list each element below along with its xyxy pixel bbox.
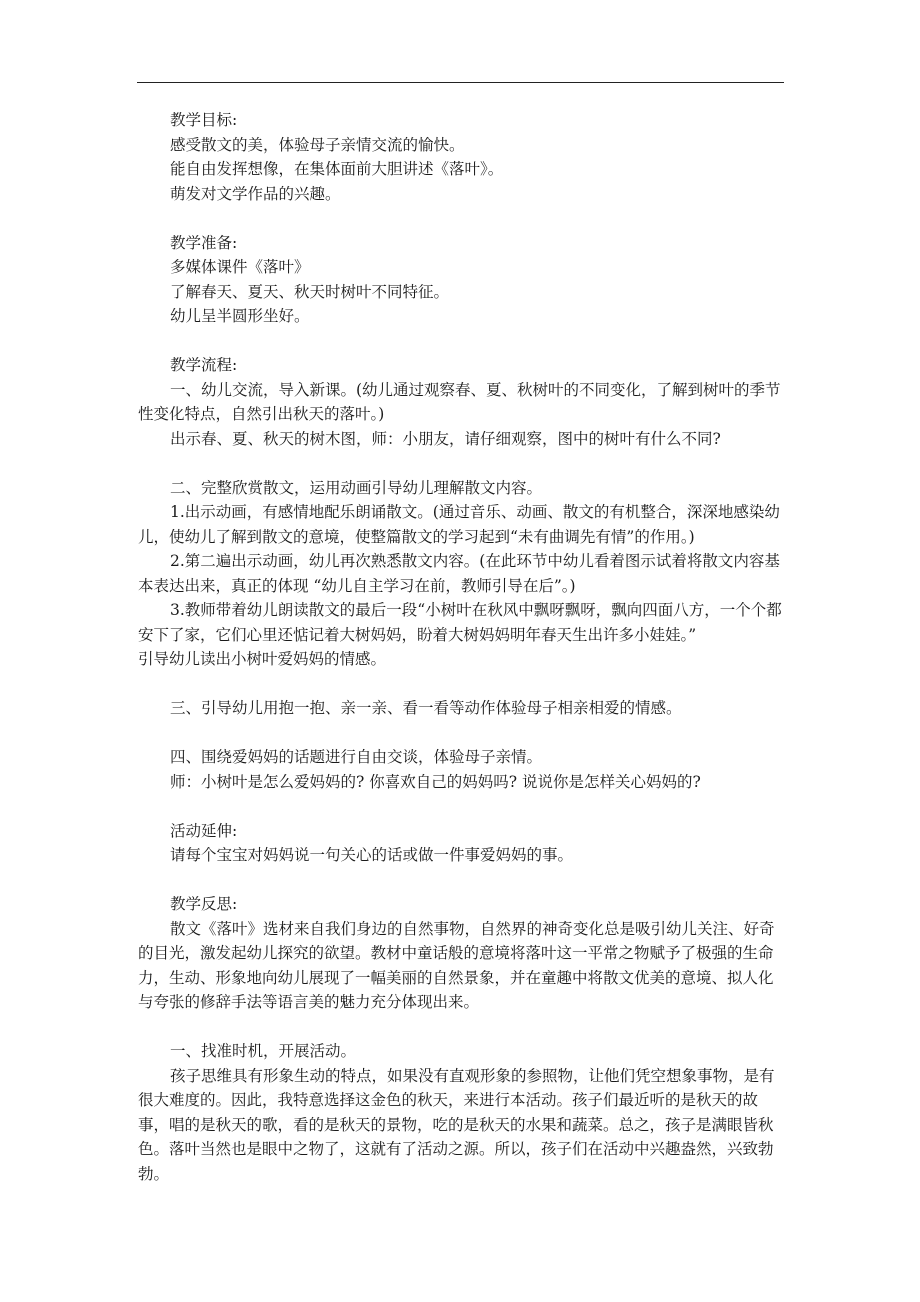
process-step-1-detail: 出示春、夏、秋天的树木图，师：小朋友，请仔细观察，图中的树叶有什么不同?	[170, 429, 721, 448]
reflection-text: 散文《落叶》选材来自我们身边的自然事物，自然界的神奇变化总是吸引幼儿关注、好奇的目光，激发起幼儿探究的欲望。教材中童话般的意境将落叶这一平常之物赋予了极强的生命力，生动、形象地向幼儿展现了一幅美丽的自然景象，并在童趣中将散文优美的意境、拟人化与夸张的修辞手法等语言美的魅力充分体现出来。	[138, 919, 775, 1011]
process-heading: 教学流程:	[170, 356, 238, 374]
document-body	[138, 108, 788, 1186]
extension-heading: 活动延伸:	[170, 821, 238, 840]
goal-item: 萌发对文学作品的兴趣。	[170, 184, 341, 203]
reflection-heading: 教学反思:	[170, 895, 238, 913]
reflection-point-1: 一、找准时机，开展活动。	[170, 1042, 357, 1060]
process-step-3: 三、引导幼儿用抱一抱、亲一亲、看一看等动作体验母子相亲相爱的情感。	[170, 699, 682, 717]
reflection-point-1-text: 孩子思维具有形象生动的特点，如果没有直观形象的参照物，让他们凭空想象事物，是有很大难度的。因此，我特意选择这金色的秋天，来进行本活动。孩子们最近听的是秋天的故事，唱的是秋天的歌，看的是秋天的景物，吃的是秋天的水果和蔬菜。总之，孩子是满眼皆秋色。落叶当然也是眼中之物了，这就有了活动之源。所以，孩子们在活动中兴趣盎然，兴致勃勃。	[138, 1066, 775, 1183]
process-step-2-1: 1.出示动画，有感情地配乐朗诵散文。(通过音乐、动画、散文的有机整合，深深地感染幼儿，使幼儿了解到散文的意境，使整篇散文的学习起到“未有曲调先有情”的作用。)	[138, 503, 780, 546]
prep-item: 幼儿呈半圆形坐好。	[170, 307, 310, 325]
spacer	[138, 721, 788, 746]
process-step-2-3: 3.教师带着幼儿朗读散文的最后一段“小树叶在秋风中飘呀飘呀，飘向四面八方，一个个都安下了家，它们心里还惦记着大树妈妈，盼着大树妈妈明年春天生出许多小娃娃。”	[138, 601, 782, 644]
prep-item: 多媒体课件《落叶》	[170, 258, 310, 276]
process-step-4: 四、围绕爱妈妈的话题进行自由交谈，体验母子亲情。	[170, 748, 543, 766]
spacer	[138, 672, 788, 697]
process-step-1: 一、幼儿交流，导入新课。(幼儿通过观察春、夏、秋树叶的不同变化，了解到树叶的季节性变化特点，自然引出秋天的落叶。)	[138, 380, 781, 423]
process-step-2-2: 2.第二遍出示动画，幼儿再次熟悉散文内容。(在此环节中幼儿看着图示试着将散文内容基本表达出来，真正的体现 “幼儿自主学习在前，教师引导在后”。)	[138, 552, 780, 595]
process-step-4-detail: 师：小树叶是怎么爱妈妈的? 你喜欢自己的妈妈吗? 说说你是怎样关心妈妈的?	[170, 772, 701, 791]
spacer	[138, 868, 788, 893]
goals-heading: 教学目标:	[170, 111, 238, 129]
spacer	[138, 1015, 788, 1040]
spacer	[138, 329, 788, 354]
goal-item: 感受散文的美，体验母子亲情交流的愉快。	[170, 135, 465, 154]
header-rule	[137, 82, 784, 83]
extension-text: 请每个宝宝对妈妈说一句关心的话或做一件事爱妈妈的事。	[170, 846, 574, 864]
process-step-2: 二、完整欣赏散文，运用动画引导幼儿理解散文内容。	[170, 478, 543, 497]
spacer	[138, 206, 788, 231]
process-step-2-3-cont: 引导幼儿读出小树叶爱妈妈的情感。	[138, 650, 387, 668]
spacer	[138, 794, 788, 819]
prep-item: 了解春天、夏天、秋天时树叶不同特征。	[170, 282, 450, 301]
prep-heading: 教学准备:	[170, 233, 238, 252]
spacer	[138, 451, 788, 476]
goal-item: 能自由发挥想像，在集体面前大胆讲述《落叶》。	[170, 160, 504, 178]
